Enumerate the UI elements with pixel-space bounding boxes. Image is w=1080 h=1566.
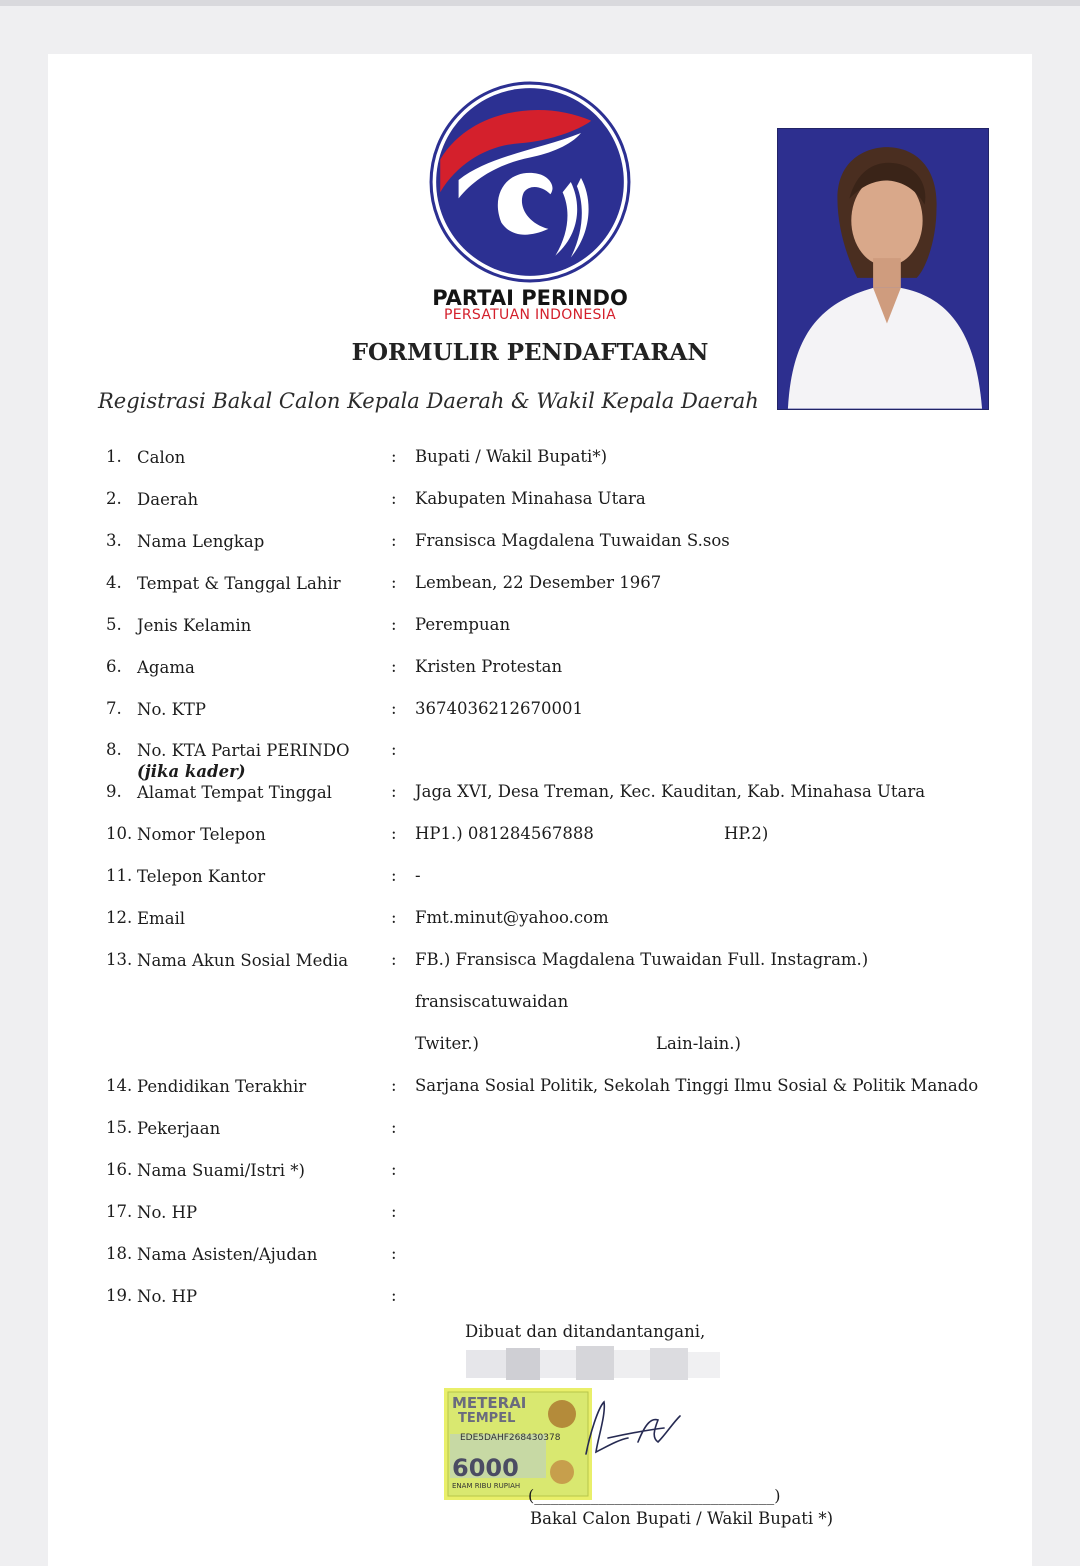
row-number: 19. — [106, 1286, 133, 1305]
field-label — [137, 950, 382, 971]
field-label-text: Nama Suami/Istri *) — [137, 1161, 305, 1180]
field-label — [137, 1076, 382, 1097]
field-value: Kristen Protestan — [415, 657, 563, 676]
perindo-logo — [428, 80, 632, 284]
form-row — [48, 573, 1032, 597]
row-number: 2. — [106, 489, 122, 508]
form-subtitle: Registrasi Bakal Calon Kepala Daerah & Wakil Kepala Daerah — [98, 389, 759, 413]
field-value: Fransisca Magdalena Tuwaidan S.sos — [415, 531, 730, 550]
party-name: PARTAI PERINDO — [432, 286, 628, 310]
redacted-date-line — [466, 1346, 720, 1382]
party-tagline: PERSATUAN INDONESIA — [444, 307, 616, 323]
colon-separator: : — [391, 1118, 397, 1137]
form-row — [48, 1118, 1032, 1142]
form-row — [48, 1076, 1032, 1100]
row-number: 6. — [106, 657, 122, 676]
field-value: Jaga XVI, Desa Treman, Kec. Kauditan, Kab. Minahasa Utara — [415, 782, 926, 801]
form-row — [48, 908, 1032, 932]
stamp-tempel-text: TEMPEL — [458, 1411, 516, 1426]
colon-separator: : — [391, 782, 397, 801]
row-number: 18. — [106, 1244, 133, 1263]
colon-separator: : — [391, 908, 397, 927]
field-label-text: No. HP — [137, 1287, 198, 1306]
field-label-text: Email — [137, 909, 186, 928]
row-number: 8. — [106, 740, 122, 759]
row-number: 5. — [106, 615, 122, 634]
field-label — [137, 740, 382, 782]
field-label-text: No. KTA Partai PERINDO — [137, 741, 350, 760]
row-number: 4. — [106, 573, 122, 592]
field-label — [137, 615, 382, 636]
colon-separator: : — [391, 447, 397, 466]
form-page — [48, 54, 1032, 1566]
colon-separator: : — [391, 573, 397, 592]
form-row — [48, 657, 1032, 681]
field-label-text: Nama Asisten/Ajudan — [137, 1245, 318, 1264]
field-label — [137, 1118, 382, 1139]
row-number: 15. — [106, 1118, 133, 1137]
field-label — [137, 573, 382, 594]
field-value-secondary: Lain-lain.) — [656, 1034, 741, 1053]
row-number: 10. — [106, 824, 133, 843]
field-value: Sarjana Sosial Politik, Sekolah Tinggi Ilmu Sosial & Politik Manado — [415, 1076, 979, 1095]
field-value: Fmt.minut@yahoo.com — [415, 908, 609, 927]
row-number: 1. — [106, 447, 122, 466]
row-number: 3. — [106, 531, 122, 550]
form-row — [48, 615, 1032, 639]
form-row — [48, 740, 1032, 781]
form-row — [48, 1244, 1032, 1268]
row-number: 7. — [106, 699, 122, 718]
colon-separator: : — [391, 1202, 397, 1221]
colon-separator: : — [391, 1286, 397, 1305]
field-value: Lembean, 22 Desember 1967 — [415, 573, 662, 592]
field-label-text: Pendidikan Terakhir — [137, 1077, 307, 1096]
field-label — [137, 782, 382, 803]
field-value-secondary: HP.2) — [724, 824, 769, 843]
field-label — [137, 657, 382, 678]
colon-separator: : — [391, 1160, 397, 1179]
colon-separator: : — [391, 824, 397, 843]
colon-separator: : — [391, 950, 397, 969]
colon-separator: : — [391, 657, 397, 676]
form-row — [48, 824, 1032, 848]
form-row — [48, 1160, 1032, 1184]
colon-separator: : — [391, 615, 397, 634]
field-value: Twiter.) — [415, 1034, 479, 1053]
field-label-text: No. KTP — [137, 700, 207, 719]
field-label — [137, 1202, 382, 1223]
field-label — [137, 1160, 382, 1181]
handwritten-signature — [568, 1394, 688, 1464]
form-row — [48, 950, 1032, 974]
form-row — [48, 531, 1032, 555]
colon-separator: : — [391, 531, 397, 550]
field-label-text: Nomor Telepon — [137, 825, 266, 844]
field-label-text: Alamat Tempat Tinggal — [137, 783, 332, 802]
field-label-text: Jenis Kelamin — [137, 616, 252, 635]
form-row — [48, 1034, 1032, 1058]
form-row — [48, 992, 1032, 1016]
form-row — [48, 782, 1032, 806]
field-value: FB.) Fransisca Magdalena Tuwaidan Full. Instagram.) — [415, 950, 869, 969]
field-value: Bupati / Wakil Bupati*) — [415, 447, 608, 466]
colon-separator: : — [391, 699, 397, 718]
field-label — [137, 489, 382, 510]
candidate-photo — [777, 128, 989, 410]
signature-caption: Bakal Calon Bupati / Wakil Bupati *) — [530, 1509, 834, 1528]
field-value: 3674036212670001 — [415, 699, 583, 718]
field-value: - — [415, 866, 421, 885]
form-row — [48, 489, 1032, 513]
field-label-text: Calon — [137, 448, 186, 467]
stamp-amount: 6000 — [452, 1454, 519, 1482]
stamp-amount-words: ENAM RIBU RUPIAH — [452, 1482, 521, 1490]
field-label — [137, 866, 382, 887]
field-label-text: Tempat & Tanggal Lahir — [137, 574, 341, 593]
colon-separator: : — [391, 489, 397, 508]
field-label — [137, 1286, 382, 1307]
field-label-text: Agama — [137, 658, 195, 677]
form-row — [48, 1202, 1032, 1226]
field-value: fransiscatuwaidan — [415, 992, 569, 1011]
field-label — [137, 699, 382, 720]
field-label-text: Daerah — [137, 490, 199, 509]
field-label — [137, 908, 382, 929]
form-row — [48, 1286, 1032, 1310]
signature-line: (______________________________) — [528, 1486, 781, 1505]
form-row — [48, 447, 1032, 471]
form-title: FORMULIR PENDAFTARAN — [351, 339, 709, 366]
field-label — [137, 447, 382, 468]
row-number: 16. — [106, 1160, 133, 1179]
colon-separator: : — [391, 1076, 397, 1095]
colon-separator: : — [391, 740, 397, 759]
row-number: 11. — [106, 866, 133, 885]
row-number: 14. — [106, 1076, 133, 1095]
stamp-meterai-text: METERAI — [452, 1394, 527, 1412]
field-label-text: Pekerjaan — [137, 1119, 221, 1138]
field-label-text: Telepon Kantor — [137, 867, 266, 886]
colon-separator: : — [391, 1244, 397, 1263]
field-value: Kabupaten Minahasa Utara — [415, 489, 646, 508]
field-label-text: Nama Lengkap — [137, 532, 265, 551]
colon-separator: : — [391, 866, 397, 885]
field-label-text: Nama Akun Sosial Media — [137, 951, 349, 970]
field-label-note: (jika kader) — [137, 762, 246, 781]
row-number: 12. — [106, 908, 133, 927]
top-bar — [0, 0, 1080, 6]
field-label — [137, 531, 382, 552]
form-row — [48, 866, 1032, 890]
row-number: 9. — [106, 782, 122, 801]
stamp-code: EDE5DAHF268430378 — [460, 1433, 561, 1443]
row-number: 13. — [106, 950, 133, 969]
field-label — [137, 824, 382, 845]
field-label-text: No. HP — [137, 1203, 198, 1222]
field-value: HP1.) 081284567888 — [415, 824, 594, 843]
signature-made-text: Dibuat dan ditandantangani, — [465, 1322, 706, 1341]
row-number: 17. — [106, 1202, 133, 1221]
field-value: Perempuan — [415, 615, 511, 634]
form-row — [48, 699, 1032, 723]
field-label — [137, 1244, 382, 1265]
